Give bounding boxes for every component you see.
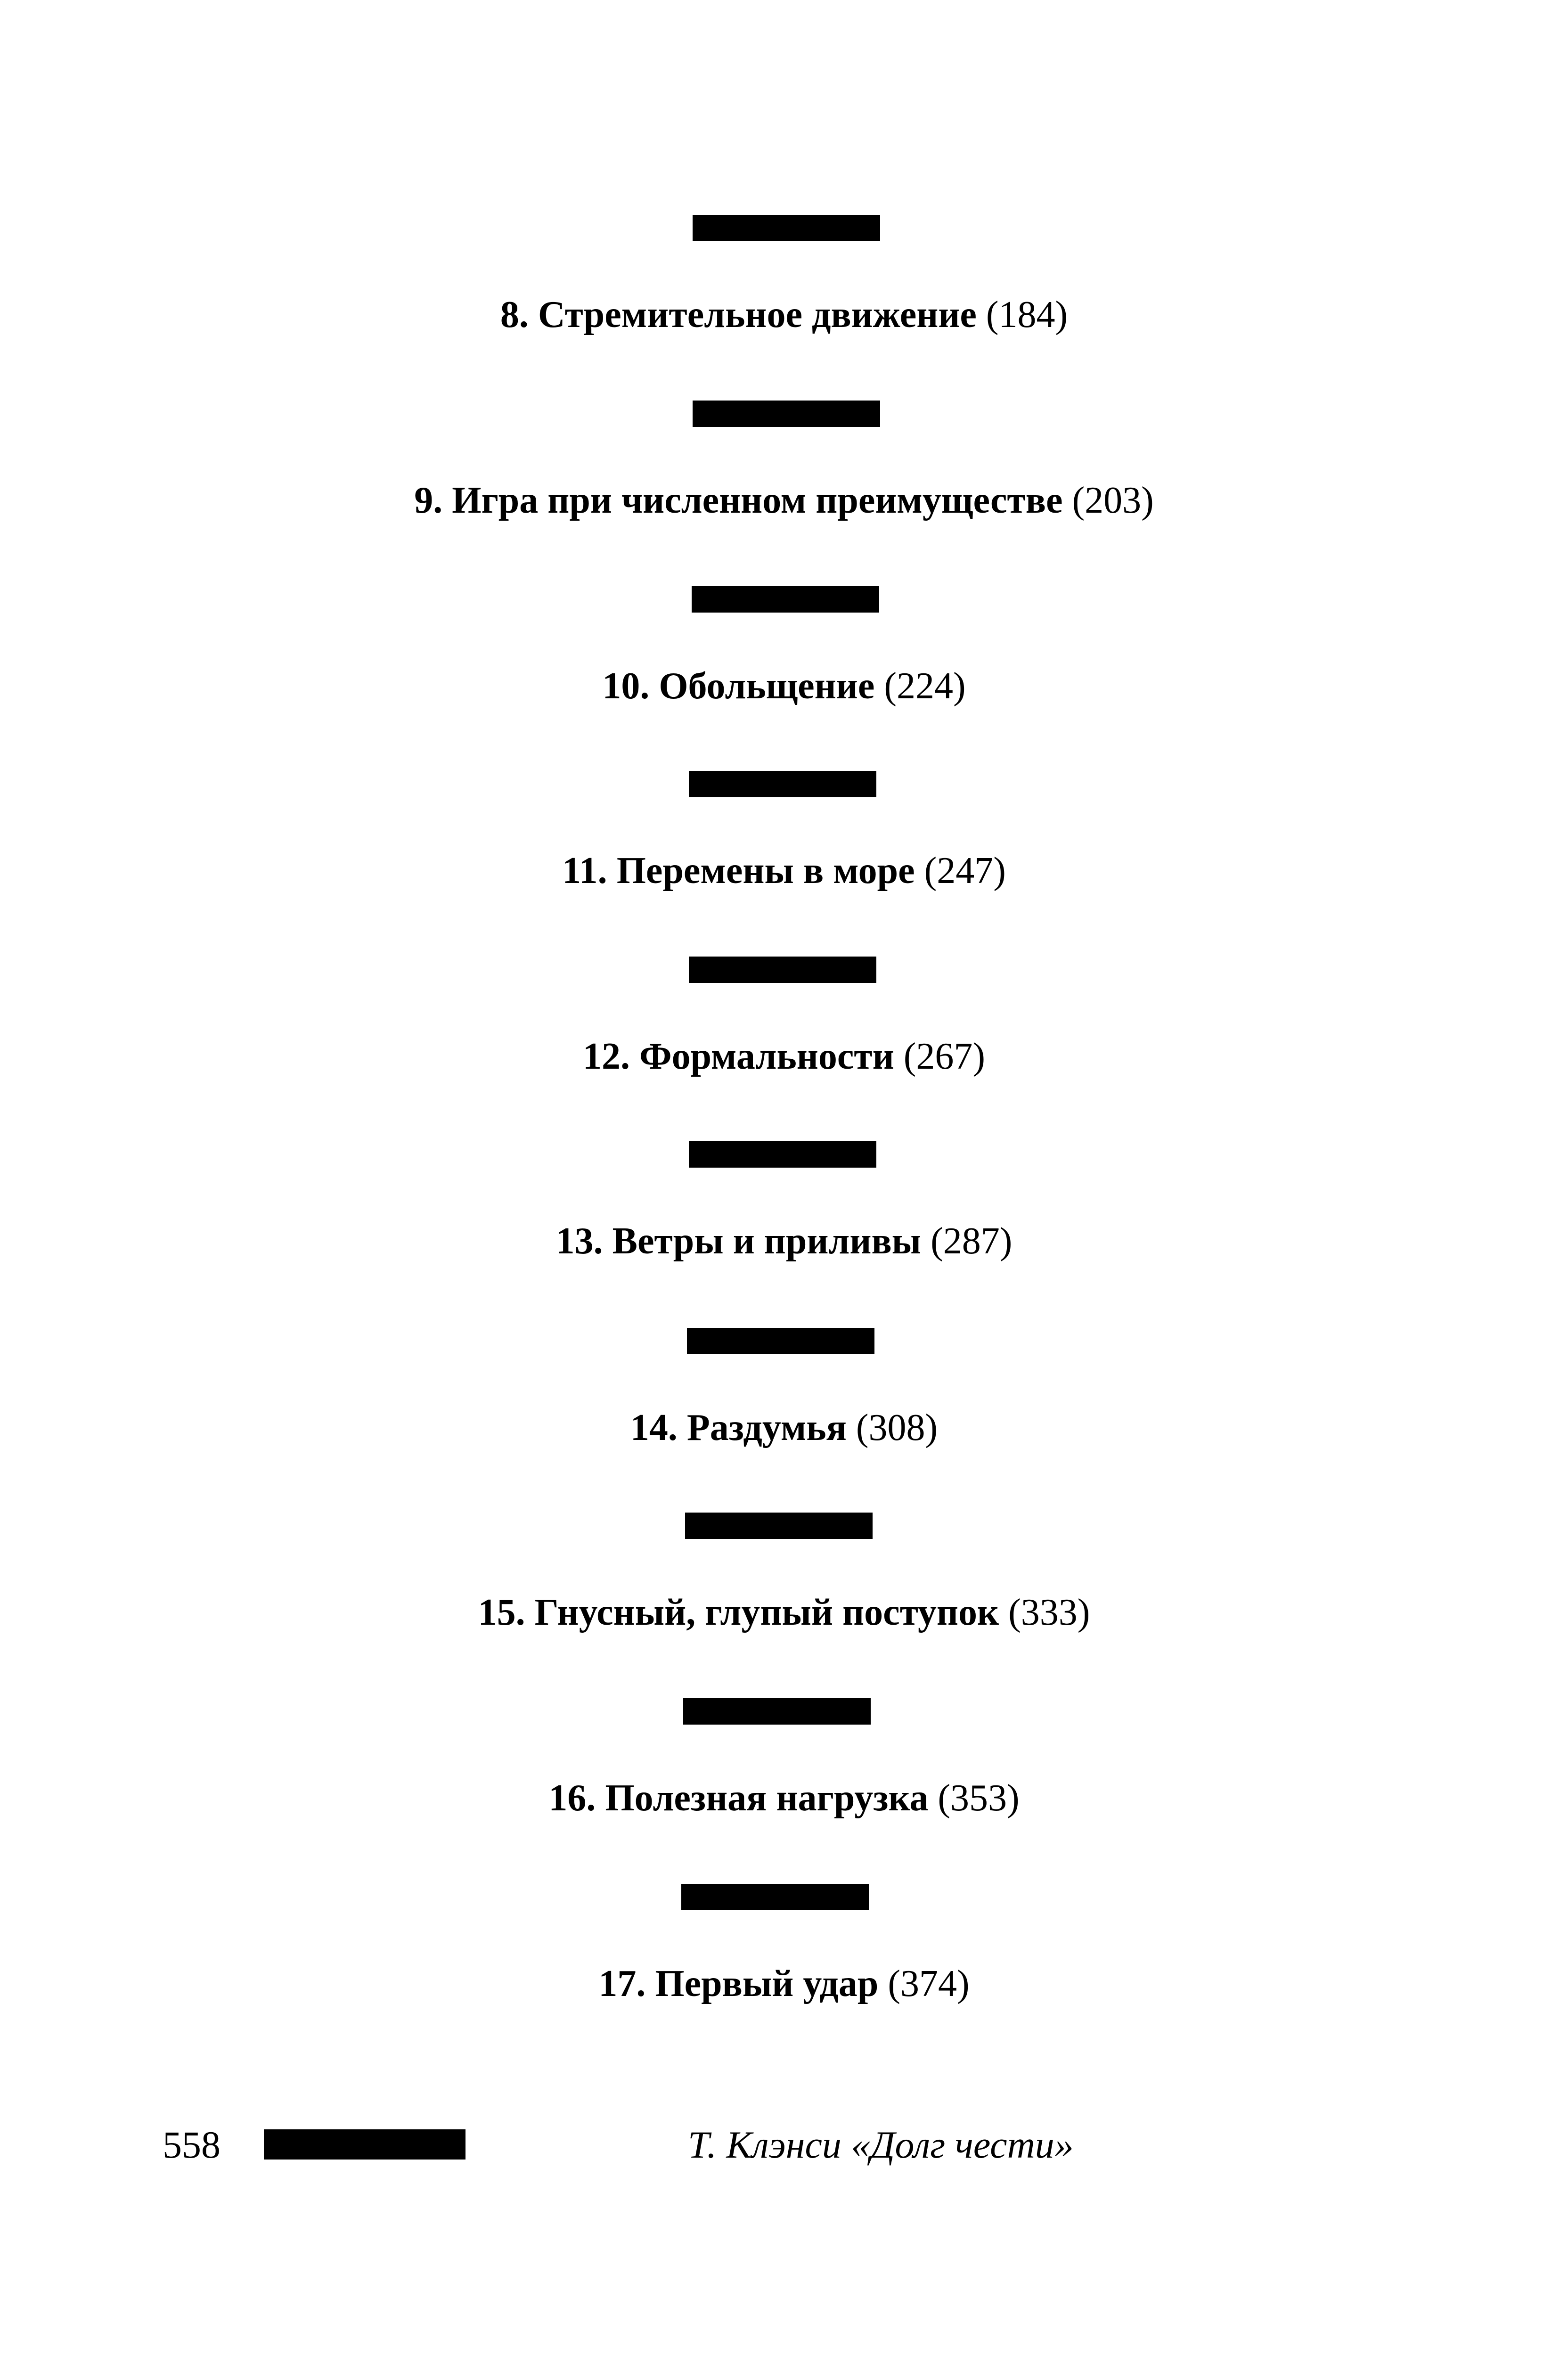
contents-entry — [0, 401, 1568, 521]
entry-line — [0, 1772, 1568, 1824]
contents-entry — [0, 1328, 1568, 1448]
chapter-title: Игра при численном преимуществе — [452, 480, 1063, 521]
entry-line — [0, 845, 1568, 897]
contents-entry — [0, 1884, 1568, 2004]
chapter-title: Гнусный, глупый поступок — [534, 1592, 999, 1633]
entry-line — [0, 1031, 1568, 1082]
chapter-page: (247) — [924, 850, 1006, 892]
entry-line — [0, 289, 1568, 341]
footer-divider-bar — [264, 2129, 466, 2160]
chapter-page: (308) — [856, 1407, 938, 1448]
chapter-number: 17. — [598, 1963, 646, 2004]
entry-line — [0, 1958, 1568, 2010]
entry-line — [0, 474, 1568, 526]
chapter-title: Стремительное движение — [538, 294, 977, 335]
chapter-title: Полезная нагрузка — [605, 1777, 929, 1819]
chapter-page: (353) — [938, 1777, 1020, 1819]
chapter-page: (224) — [884, 665, 966, 707]
chapter-page: (287) — [931, 1220, 1013, 1262]
divider-bar — [689, 1141, 876, 1168]
contents-entry — [0, 1698, 1568, 1819]
entry-line — [0, 660, 1568, 712]
chapter-number: 9. — [414, 480, 443, 521]
chapter-number: 8. — [500, 294, 529, 335]
running-title: Т. Клэнси «Долг чести» — [688, 2123, 1074, 2166]
chapter-title: Раздумья — [686, 1407, 847, 1448]
chapter-title: Обольщение — [659, 665, 875, 707]
contents-entry — [0, 215, 1568, 335]
entry-line — [0, 1215, 1568, 1267]
page-number: 558 — [163, 2123, 220, 2166]
divider-bar — [693, 401, 880, 427]
divider-bar — [692, 586, 879, 613]
chapter-page: (374) — [888, 1963, 970, 2004]
divider-bar — [687, 1328, 874, 1354]
chapter-page: (203) — [1072, 480, 1154, 521]
divider-bar — [685, 1513, 873, 1539]
chapter-page: (184) — [986, 294, 1068, 335]
contents-entry — [0, 1141, 1568, 1262]
entry-line — [0, 1587, 1568, 1638]
divider-bar — [689, 771, 876, 797]
divider-bar — [681, 1884, 869, 1910]
divider-bar — [693, 215, 880, 241]
chapter-number: 10. — [602, 665, 650, 707]
entry-line — [0, 1402, 1568, 1454]
contents-entry — [0, 771, 1568, 892]
contents-entry — [0, 1513, 1568, 1633]
chapter-page: (333) — [1008, 1592, 1090, 1633]
chapter-number: 11. — [562, 850, 607, 892]
chapter-number: 13. — [555, 1220, 603, 1262]
chapter-number: 14. — [630, 1407, 678, 1448]
contents-entry — [0, 957, 1568, 1077]
divider-bar — [683, 1698, 871, 1725]
chapter-page: (267) — [903, 1036, 986, 1077]
chapter-number: 15. — [478, 1592, 525, 1633]
chapter-number: 16. — [548, 1777, 596, 1819]
chapter-title: Первый удар — [655, 1963, 879, 2004]
chapter-title: Формальности — [639, 1036, 894, 1077]
chapter-number: 12. — [582, 1036, 630, 1077]
divider-bar — [689, 957, 876, 983]
contents-entry — [0, 586, 1568, 707]
chapter-title: Ветры и приливы — [612, 1220, 922, 1262]
chapter-title: Перемены в море — [616, 850, 915, 892]
page-footer — [0, 2117, 1568, 2173]
